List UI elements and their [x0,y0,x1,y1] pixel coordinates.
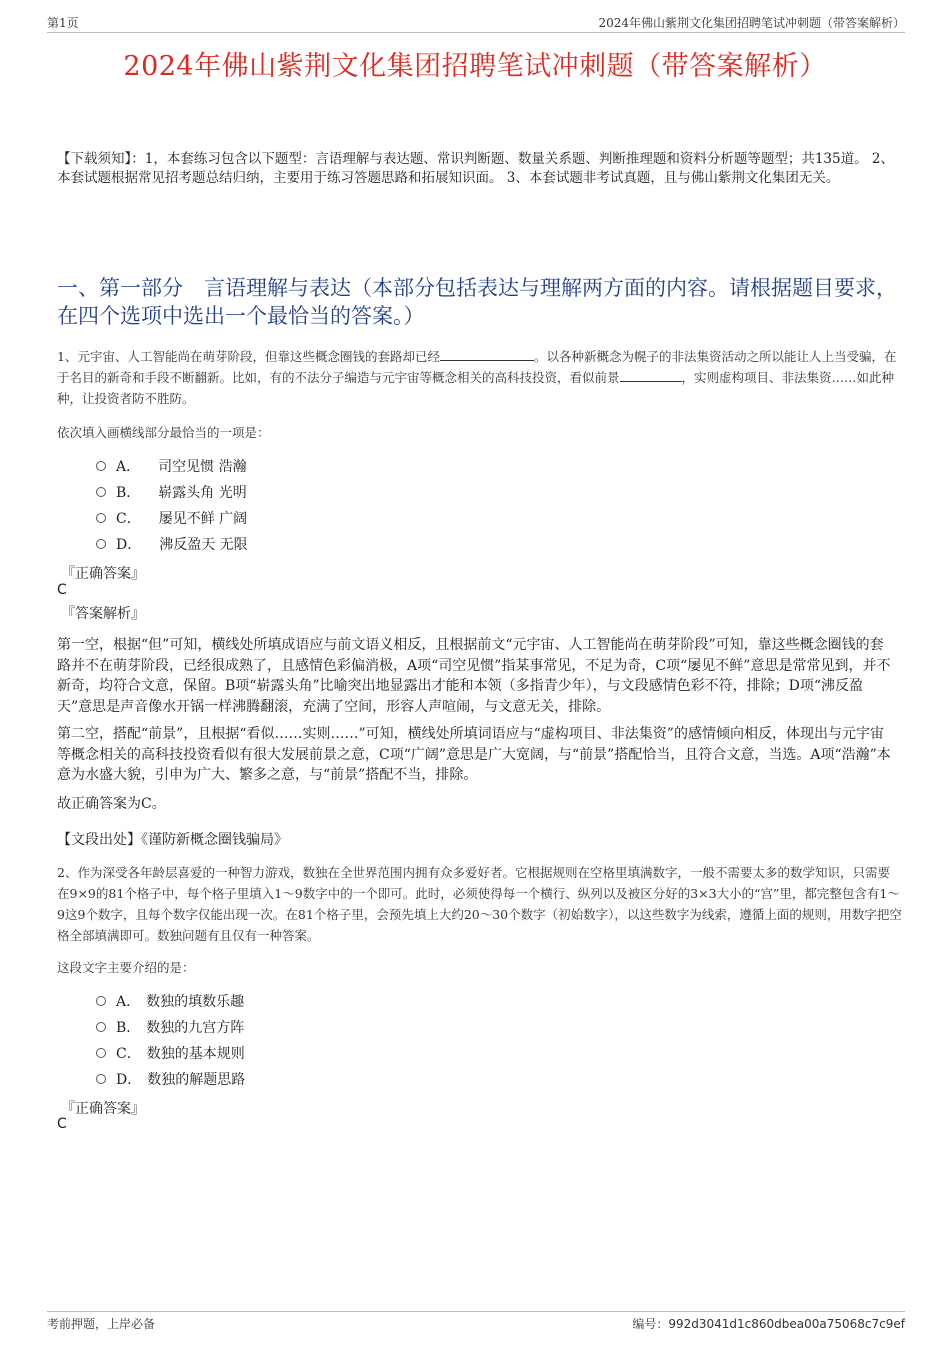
radio-icon[interactable] [96,461,106,471]
analysis-label: 『答案解析』 [61,606,145,622]
radio-icon[interactable] [96,539,106,549]
page-footer [47,1311,905,1332]
fill-blank-1 [440,346,534,361]
radio-icon[interactable] [96,1048,106,1058]
question-2-options [96,988,245,1092]
question-1-options [96,453,248,557]
option-a[interactable]: A． 数独的填数乐趣 [96,988,245,1014]
radio-icon[interactable] [96,513,106,523]
source-citation: 【文段出处】《谨防新概念圈钱骗局》 [57,832,288,848]
page-header [47,14,905,33]
option-c[interactable]: C． 屡见不鲜 广阔 [96,505,248,531]
analysis-conclusion: 故正确答案为C。 [57,796,166,812]
footer-code: 编号：992d3041d1c860dbea00a75068c7c9ef [632,1317,905,1331]
answer-value: C [57,582,67,598]
option-b[interactable]: B． 数独的九宫方阵 [96,1014,245,1040]
question-1-text: 1、元宇宙、人工智能尚在萌芽阶段，但靠这些概念圈钱的套路却已经 。以各种新概念为幌子的非法集资活动之所以能让人上当受骗，在于名目的新奇和手段不断翻新。比如，有的不法分子编造与元宇宙等概念相关的高科技投资，看似前景 ，实则虚构项目、非法集资……如此种种，让投资者防不胜防。 [57,346,902,409]
radio-icon[interactable] [96,1022,106,1032]
option-c[interactable]: C． 数独的基本规则 [96,1040,245,1066]
header-doc-title: 2024年佛山紫荆文化集团招聘笔试冲刺题（带答案解析） [598,16,905,30]
answer-label: 『正确答案』 [61,566,145,582]
radio-icon[interactable] [96,1074,106,1084]
page-number: 第1页 [47,16,79,30]
option-d[interactable]: D． 沸反盈天 无限 [96,531,248,557]
radio-icon[interactable] [96,996,106,1006]
analysis-paragraph-1: 第一空，根据“但”可知，横线处所填成语应与前文语义相反，且根据前文“元宇宙、人工智能尚在萌芽阶段”可知，靠这些概念圈钱的套路并不在萌芽阶段，已经很成熟了，且感情色彩偏消极，A项“司空见惯”指某事常见，不足为奇，C项“屡见不鲜”意思是常常见到，并不新奇，均符合文意，保留。B项“崭露头角”比喻突出地显露出才能和本领（多指青少年），与文段感情色彩不符，排除；D项“沸反盈天”意思是声音像水开锅一样沸腾翻滚，充满了空间，形容人声喧闹，与文意无关，排除。 [57,637,891,715]
answer-value: C [57,1116,67,1132]
option-b[interactable]: B． 崭露头角 光明 [96,479,248,505]
answer-label: 『正确答案』 [61,1101,145,1117]
question-1-prompt: 依次填入画横线部分最恰当的一项是： [57,425,270,440]
option-d[interactable]: D． 数独的解题思路 [96,1066,245,1092]
download-notice: 【下载须知】：1，本套练习包含以下题型：言语理解与表达题、常识判断题、数量关系题、判断推理题和资料分析题等题型；共135道。 2、本套试题根据常见招考题总结归纳，主要用于练习答题思路和拓展知识面。 3、本套试题非考试真题，且与佛山紫荆文化集团无关。 [57,151,894,186]
radio-icon[interactable] [96,487,106,497]
fill-blank-2 [620,367,682,382]
footer-slogan: 考前押题，上岸必备 [47,1317,156,1331]
analysis-paragraph-2: 第二空，搭配“前景”，且根据“看似……实则……”可知，横线处所填词语应与“虚构项目、非法集资”的感情倾向相反，体现出与元宇宙等概念相关的高科技投资看似有很大发展前景之意，C项“广阔”意思是广大宽阔，与“前景”搭配恰当，且符合文意，当选。A项“浩瀚”本意为水盛大貌，引申为广大、繁多之意，与“前景”搭配不当，排除。 [57,726,891,783]
question-2-prompt: 这段文字主要介绍的是： [57,960,195,975]
option-a[interactable]: A． 司空见惯 浩瀚 [96,453,248,479]
question-2-text: 2、作为深受各年龄层喜爱的一种智力游戏，数独在全世界范围内拥有众多爱好者。它根据规则在空格里填满数字，一般不需要太多的数学知识，只需要在9×9的81个格子中，每个格子里填入1～9数字中的一个即可。此时，必须使得每一个横行、纵列以及被区分好的3×3大小的“宫”里，都完整包含有1～9这9个数字，且每个数字仅能出现一次。在81个格子里，会预先填上大约20～30个数字（初始数字），以这些数字为线索，遵循上面的规则，用数字把空格全部填满即可。数独问题有且仅有一种答案。 [57,865,902,943]
document-title: 2024年佛山紫荆文化集团招聘笔试冲刺题（带答案解析） [123,51,827,82]
section-heading: 一、第一部分 言语理解与表达（本部分包括表达与理解两方面的内容。请根据题目要求，在四个选项中选出一个最恰当的答案。） [57,276,897,328]
